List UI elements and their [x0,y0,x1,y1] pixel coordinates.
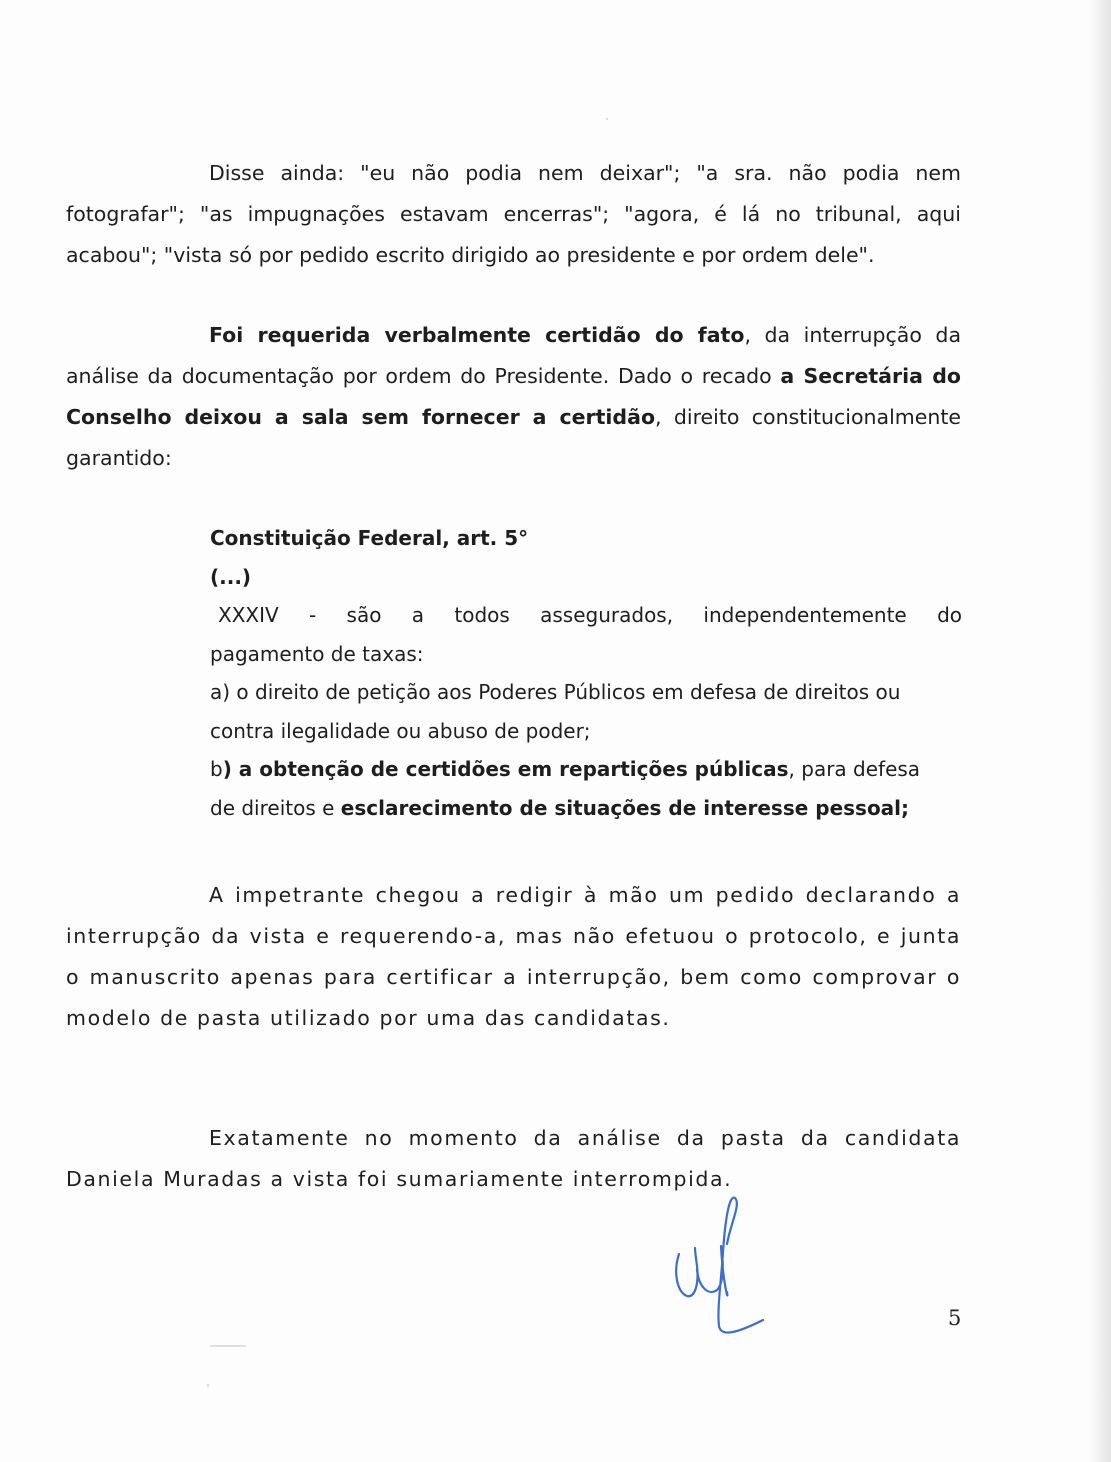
bold-text-secretary: a Secretária do Conselho deixou a sala sem fornecer a certidão [66,364,962,429]
scan-edge-shadow [1089,0,1111,1462]
quote-ellipsis: (...) [210,564,252,589]
paragraph-text: , direito constitucionalmente garantido: [66,405,961,470]
scan-artifact [210,1345,246,1347]
paragraph-certificate-request [66,315,961,479]
quote-item-b-line2-bold: esclarecimento de situações de interesse pessoal; [340,795,910,820]
scan-artifact [606,118,608,120]
quote-item-b-line2-text: de direitos e [210,795,341,820]
quote-xxxiv-line1: XXXIV - são a todos assegurados, independentemente do [218,603,962,627]
quote-xxxiv-line2: pagamento de taxas: [210,641,424,666]
paragraph-text: , da interrupção da análise da documentação por ordem do Presidente. Dado o recado [66,323,962,388]
bold-text-request: Foi requerida verbalmente certidão do fato [209,323,745,347]
paragraph-manuscript: A impetrante chegou a redigir à mão um pedido declarando a interrupção da vista e requerendo-a, mas não efetuou o protocolo, e junta o manuscrito apenas para certificar a interrupção, bem como comprovar o modelo de pasta utilizado por uma das candidatas. [66,883,961,1030]
paragraph-statements: Disse ainda: "eu não podia nem deixar"; "a sra. não podia nem fotografar"; "as impugnações estavam encerras"; "agora, é lá no tribunal, aqui acabou"; "vista só por pedido escrito dirigido ao presidente e por ordem dele". [66,161,961,267]
quote-item-a-line1: a) o direito de petição aos Poderes Públicos em defesa de direitos ou [210,680,901,704]
scan-artifact [207,1384,209,1387]
quote-item-b-line1 [210,750,962,789]
quote-item-b-bold: ) a obtenção de certidões em repartições públicas [222,757,789,781]
page-number: 5 [948,1306,962,1330]
quote-heading: Constituição Federal, art. 5° [210,526,529,550]
paragraph-interruption: Exatamente no momento da análise da pasta da candidata Daniela Muradas a vista foi sumariamente interrompida. [66,1126,961,1191]
constitution-quote [210,519,962,827]
quote-item-b-text: , para defesa [788,757,921,781]
quote-item-b-prefix: b [210,757,223,781]
quote-item-b-line2 [210,789,962,828]
signature-initials [665,1192,775,1342]
quote-item-a-line2: contra ilegalidade ou abuso de poder; [210,718,591,743]
